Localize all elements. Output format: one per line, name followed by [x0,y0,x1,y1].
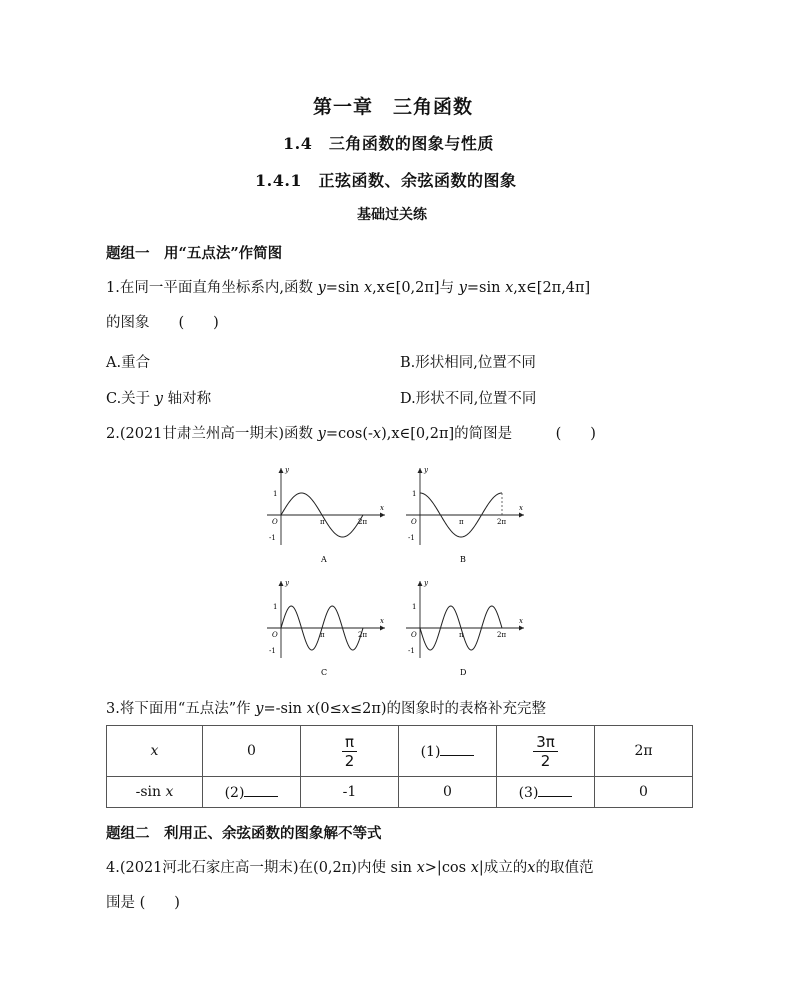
graph-a-one-label: 1 [273,490,278,498]
graph-b-y-arrow-icon [418,468,423,473]
q1-option-d: D.形状不同,位置不同 [400,391,537,407]
q3-cell-x-blank1 [399,726,497,777]
graph-c-y-label: y [285,579,289,587]
graph-c-pi-label: π [320,631,325,639]
graph-d-curve [420,606,502,650]
graph-c-y-arrow-icon [279,581,284,586]
q3-blank2-label: (2) [224,784,245,801]
q4-suffix-b: 的取值范 [535,860,594,876]
q1-option-c-prefix: C.关于 [106,391,155,407]
q3-suffix: ≤2π)的图象时的表格补充完整 [349,701,547,717]
q3-negsin-zero: 0 [443,784,452,800]
q1-range2: ,x∈[2π,4π] [513,280,591,296]
graph-a-pi-label: π [320,518,325,526]
q3-frac-3pi2-den: 2 [540,751,551,770]
q1-stem-line2: 的图象 ( ) [106,315,219,331]
q4-stem-line2: 围是 ( ) [106,895,180,911]
graph-d-pi-label: π [459,631,464,639]
q3-cell-x-2pi [595,726,693,777]
q4-stem-line1 [106,858,593,878]
q2-prefix: 2.(2021甘肃兰州高一期末)函数 [106,426,318,442]
graph-b-x-label: x [519,504,523,512]
graph-c-origin-label: O [272,631,278,639]
q2-stem [106,424,596,444]
graph-d-2pi-label: 2π [497,631,507,639]
q1-stem-line1 [106,278,590,298]
graph-b-y-label: y [424,466,428,474]
graph-a-y-label: y [285,466,289,474]
q3-cell-negsin-0 [399,777,497,808]
q3-blank3-line[interactable] [538,784,572,797]
q3-frac-pi2-den: 2 [344,751,355,770]
q3-blank3-label: (3) [518,784,539,801]
graph-a-neg-one-label: -1 [269,534,276,542]
graph-c-curve [281,606,363,650]
graph-b-x-arrow-icon [519,513,524,518]
graph-a-origin-label: O [272,518,278,526]
q3-cell-negsin-blank3 [497,777,595,808]
graph-b-option-label: B [460,555,466,564]
graph-d-neg-one-label: -1 [408,647,415,655]
graph-a-x-arrow-icon [380,513,385,518]
graph-a-curve [281,493,363,537]
q3-x-2pi: 2π [634,743,653,759]
q3-cell-x-label [107,726,203,777]
q3-frac-3pi2-num: 3π [533,733,558,752]
chapter-title: 第一章 三角函数 [313,96,474,118]
q3-cell-negsin-blank2 [203,777,301,808]
q1-range1: ,x∈[0,2π]与 [372,280,459,296]
q4-prefix: 4.(2021河北石家庄高一期末)在(0,2π)内使 sin [106,860,417,876]
q4-var2: x [470,860,479,876]
graph-b-2pi-label: 2π [497,518,507,526]
q3-negsin-m1: -1 [342,784,357,800]
q3-cell-negsin-m1 [301,777,399,808]
q4-var1: x [416,860,425,876]
q1-func1: y [317,280,326,296]
graph-b-origin-label: O [411,518,417,526]
q3-cell-x-0 [203,726,301,777]
q3-frac-pi2-num: π [342,733,357,752]
q1-option-c-var: y [154,391,163,407]
graph-a-x-label: x [380,504,384,512]
graph-b-one-label: 1 [412,490,417,498]
q3-cell-x-pi2 [301,726,399,777]
q1-option-c-suffix: 轴对称 [163,391,212,407]
graph-c-neg-one-label: -1 [269,647,276,655]
q1-var1: x [363,280,373,296]
q2-suffix: ),x∈[0,2π]的简图是 ( ) [381,426,596,442]
graph-d-y-label: y [424,579,428,587]
q3-frac-3pi-over-2 [533,733,558,770]
q3-table [106,725,693,808]
graph-d-x-arrow-icon [519,626,524,631]
graph-d-origin-label: O [411,631,417,639]
q2-var: x [372,426,382,442]
q3-frac-pi-over-2 [342,733,357,770]
q1-option-a: A.重合 [106,355,151,371]
practice-heading: 基础过关练 [357,207,427,223]
q4-suffix-a: |成立的 [478,860,528,876]
graph-a-y-arrow-icon [279,468,284,473]
section-title: 1.4 三角函数的图象与性质 [283,134,494,153]
q2-body: =cos(- [325,426,373,442]
q1-option-b: B.形状相同,位置不同 [400,355,536,371]
q1-eq2: =sin [466,280,506,296]
q4-var3: x [527,860,536,876]
q3-stem [106,699,546,719]
group2-title: 题组二 利用正、余弦函数的图象解不等式 [106,825,382,842]
q3-mid: =-sin [263,701,307,717]
graph-c-one-label: 1 [273,603,278,611]
q3-blank1-label: (1) [420,743,441,760]
q4-mid: >|cos [424,860,471,876]
q1-prefix: 1.在同一平面直角坐标系内,函数 [106,280,318,296]
graph-c-x-arrow-icon [380,626,385,631]
q3-blank2-line[interactable] [244,784,278,797]
q3-cell-x-3pi2 [497,726,595,777]
q2-func: y [317,426,326,442]
graph-b-pi-label: π [459,518,464,526]
graph-d-one-label: 1 [412,603,417,611]
q3-negsin-var: x [165,784,174,800]
q3-var2: x [341,701,350,717]
q3-table-row-x [107,726,693,777]
graph-c-x-label: x [380,617,384,625]
q3-range: (0≤ [314,701,342,717]
graph-c-2pi-label: 2π [358,631,368,639]
graph-a-2pi-label: 2π [358,518,368,526]
group1-title: 题组一 用“五点法”作简图 [106,245,283,262]
graph-d-option-label: D [460,668,467,677]
q3-func: y [255,701,264,717]
subsection-title: 1.4.1 正弦函数、余弦函数的图象 [255,171,517,190]
q3-table-row-negsin [107,777,693,808]
q3-blank1-line[interactable] [440,743,474,756]
q3-cell-negsin-0b [595,777,693,808]
graph-b-neg-one-label: -1 [408,534,415,542]
q1-option-c [106,387,211,408]
q1-eq1: =sin [325,280,364,296]
graph-d-x-label: x [519,617,523,625]
q3-negsin-prefix: -sin [135,784,166,800]
graph-a-option-label: A [321,555,327,564]
q3-prefix: 3.将下面用“五点法”作 [106,701,256,717]
graph-d-y-arrow-icon [418,581,423,586]
q3-x-label: x [150,743,159,759]
q1-var2: x [505,280,514,296]
q3-negsin-zero2: 0 [639,784,648,800]
graph-c-option-label: C [321,668,328,677]
q3-x-zero: 0 [247,743,256,759]
q3-cell-negsin-label [107,777,203,808]
q1-func2: y [458,280,467,296]
graph-b-curve [420,493,502,537]
q3-var: x [306,701,315,717]
